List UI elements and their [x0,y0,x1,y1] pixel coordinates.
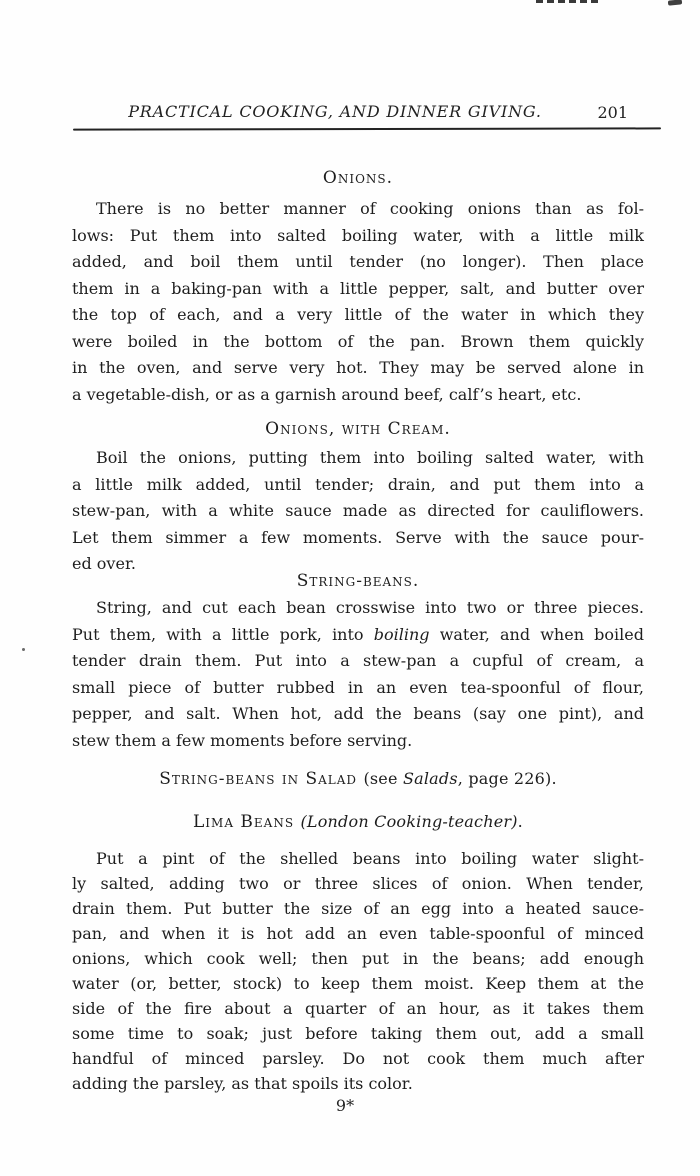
heading-roman: . [517,812,523,831]
text-line: a little milk added, until tender; drain, and put them into a [72,474,644,494]
text-line: lows: Put them into salted boiling water, with a little milk [72,225,644,245]
section-heading-string-beans: String-beans. [296,571,420,591]
running-header-title: PRACTICAL COOKING, AND DINNER GIVING. [128,102,542,121]
text-line: side of the fire about a quarter of an hour, as it takes them [72,999,644,1018]
text-line [72,622,644,649]
section-heading-onions-with-cream: Onions, with Cream. [265,419,451,439]
text-line: There is no better manner of cooking onions than as fol- [96,199,644,218]
text-line: the top of each, and a very little of the water in which they [72,305,644,324]
paragraph-lima-beans [72,846,644,1096]
text-line: pan, and when it is hot add an even table-spoonful of minced [72,924,644,943]
text-line: Boil the onions, putting them into boiling salted water, with [96,448,644,467]
scan-artifact-dot [22,648,25,651]
text-line: tender drain them. Put into a stew-pan a cupful of cream, a [72,651,644,670]
paragraph-onions [72,196,644,408]
text-line: adding the parsley, as that spoils its color. [72,1074,413,1093]
text-line: added, and boil them until tender (no longer). Then place [72,252,644,271]
section-heading-onions: Onions. [322,168,394,188]
heading-smallcaps: String-beans in Salad [159,769,364,789]
heading-roman: , page 226). [457,769,557,788]
text-segment: water, and when boiled [429,624,644,644]
scan-artifact-dashed-line [536,0,600,3]
text-line: water (or, better, stock) to keep them moist. Keep them at the [72,974,644,993]
text-line: Put a pint of the shelled beans into boiling water slight- [96,849,644,868]
italic-word: boiling [373,624,430,644]
text-line: stew them a few moments before serving. [72,730,413,750]
text-line: handful of minced parsley. Do not cook them much after [72,1049,644,1068]
section-heading-lima-beans [72,811,644,833]
paragraph-onions-with-cream [72,445,644,578]
text-line: onions, which cook well; then put in the beans; add enough [72,949,644,968]
page-number: 201 [597,103,628,122]
text-line: small piece of butter rubbed in an even tea-spoonful of flour, [72,677,644,697]
scan-artifact-blob [668,0,682,6]
text-line: a vegetable-dish, or as a garnish around beef, calf’s heart, etc. [72,384,582,404]
text-line: them in a baking-pan with a little pepper, salt, and butter over [72,278,644,298]
text-line: pepper, and salt. When hot, add the beans (say one pint), and [72,704,644,723]
text-line: drain them. Put butter the size of an egg into a heated sauce- [72,899,644,918]
paragraph-string-beans [72,595,644,754]
text-line: stew-pan, with a white sauce made as directed for cauliflowers. [72,501,644,520]
text-line: some time to soak; just before taking them out, add a small [72,1024,644,1043]
text-line: Let them simmer a few moments. Serve with the sauce pour- [72,527,644,547]
text-line: were boiled in the bottom of the pan. Brown them quickly [72,331,644,351]
header-rule [73,127,661,130]
text-segment: Put them, with a little pork, into [72,624,374,644]
cross-reference-heading-string-beans-salad [72,768,644,790]
heading-smallcaps: Lima Beans [193,812,301,832]
text-line: String, and cut each bean crosswise into two or three pieces. [96,598,644,617]
heading-italic: Salads [402,769,458,788]
heading-roman: (see [363,769,403,788]
signature-mark: 9* [335,1096,355,1115]
heading-italic: (London Cooking-teacher) [300,812,518,831]
text-line: ed over. [72,554,136,573]
text-line: in the oven, and serve very hot. They may be served alone in [72,358,644,377]
text-line: ly salted, adding two or three slices of onion. When tender, [72,874,644,893]
